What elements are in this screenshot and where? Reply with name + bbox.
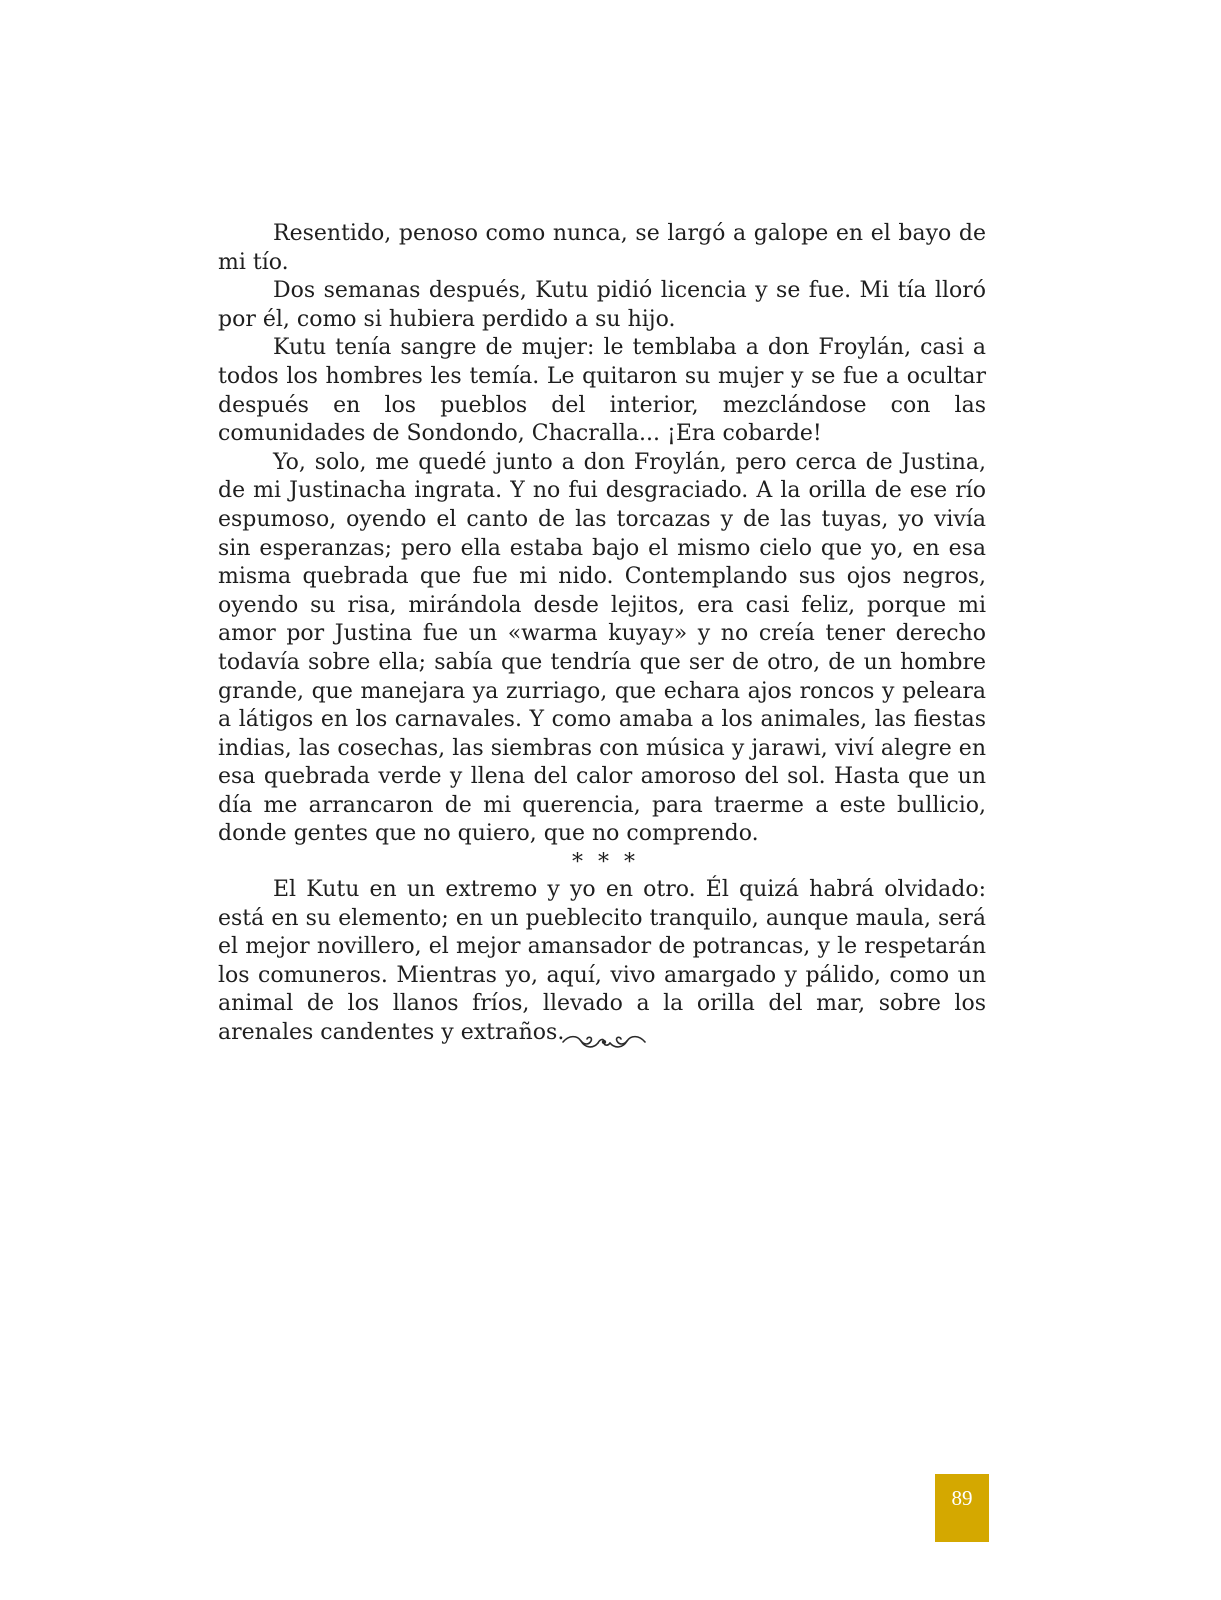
paragraph: Resentido, penoso como nunca, se largó a galope en el bayo de mi tío. bbox=[218, 221, 986, 275]
page-number-badge bbox=[935, 1474, 989, 1542]
flourish-icon bbox=[561, 1031, 647, 1053]
paragraph: Yo, solo, me quedé junto a don Froylán, pero cerca de Justina, de mi Justinacha ingrata. Y no fui desgraciado. A la orilla de ese río espumoso, oyendo el canto de las torcazas y de las tuyas, yo vivía sin esperanzas; pero ella estaba bajo el mismo cielo que yo, en esa misma quebrada que fue mi nido. Contemplando sus ojos negros, oyendo su risa, mirándola desde lejitos, era casi feliz, porque mi amor por Justina fue un «warma kuyay» y no creía tener derecho todavía sobre ella; sabía que tendría que ser de otro, de un hombre grande, que manejara ya zurriago, que echara ajos roncos y peleara a látigos en los carnavales. Y como amaba a los animales, las fiestas indias, las cosechas, las siembras con música y jarawi, viví alegre en esa quebrada verde y llena del calor amoroso del sol. Hasta que un día me arrancaron de mi querencia, para traerme a este bullicio, donde gentes que no quiero, que no comprendo. bbox=[218, 449, 986, 847]
paragraph: Kutu tenía sangre de mujer: le temblaba a don Froylán, casi a todos los hombres les temía. Le quitaron su mujer y se fue a ocultar después en los pueblos del interior, mezclándose con las comunidades de Sondondo, Chacralla... ¡Era cobarde! bbox=[218, 335, 986, 447]
body-text bbox=[218, 220, 986, 1048]
closing-paragraph: El Kutu en un extremo y yo en otro. Él quizá habrá olvidado: está en su elemento; en un pueblecito tranquilo, aunque maula, será el mejor novillero, el mejor amansador de potrancas, y le respetarán los comuneros. Mientras yo, aquí, vivo amargado y pálido, como un animal de los llanos fríos, llevado a la orilla del mar, sobre los arenales candentes y extraños. bbox=[218, 877, 986, 1046]
paragraph: Dos semanas después, Kutu pidió licencia y se fue. Mi tía lloró por él, como si hubiera perdido a su hijo. bbox=[218, 278, 986, 332]
section-separator: * * * bbox=[572, 850, 639, 876]
page-number: 89 bbox=[951, 1486, 973, 1510]
